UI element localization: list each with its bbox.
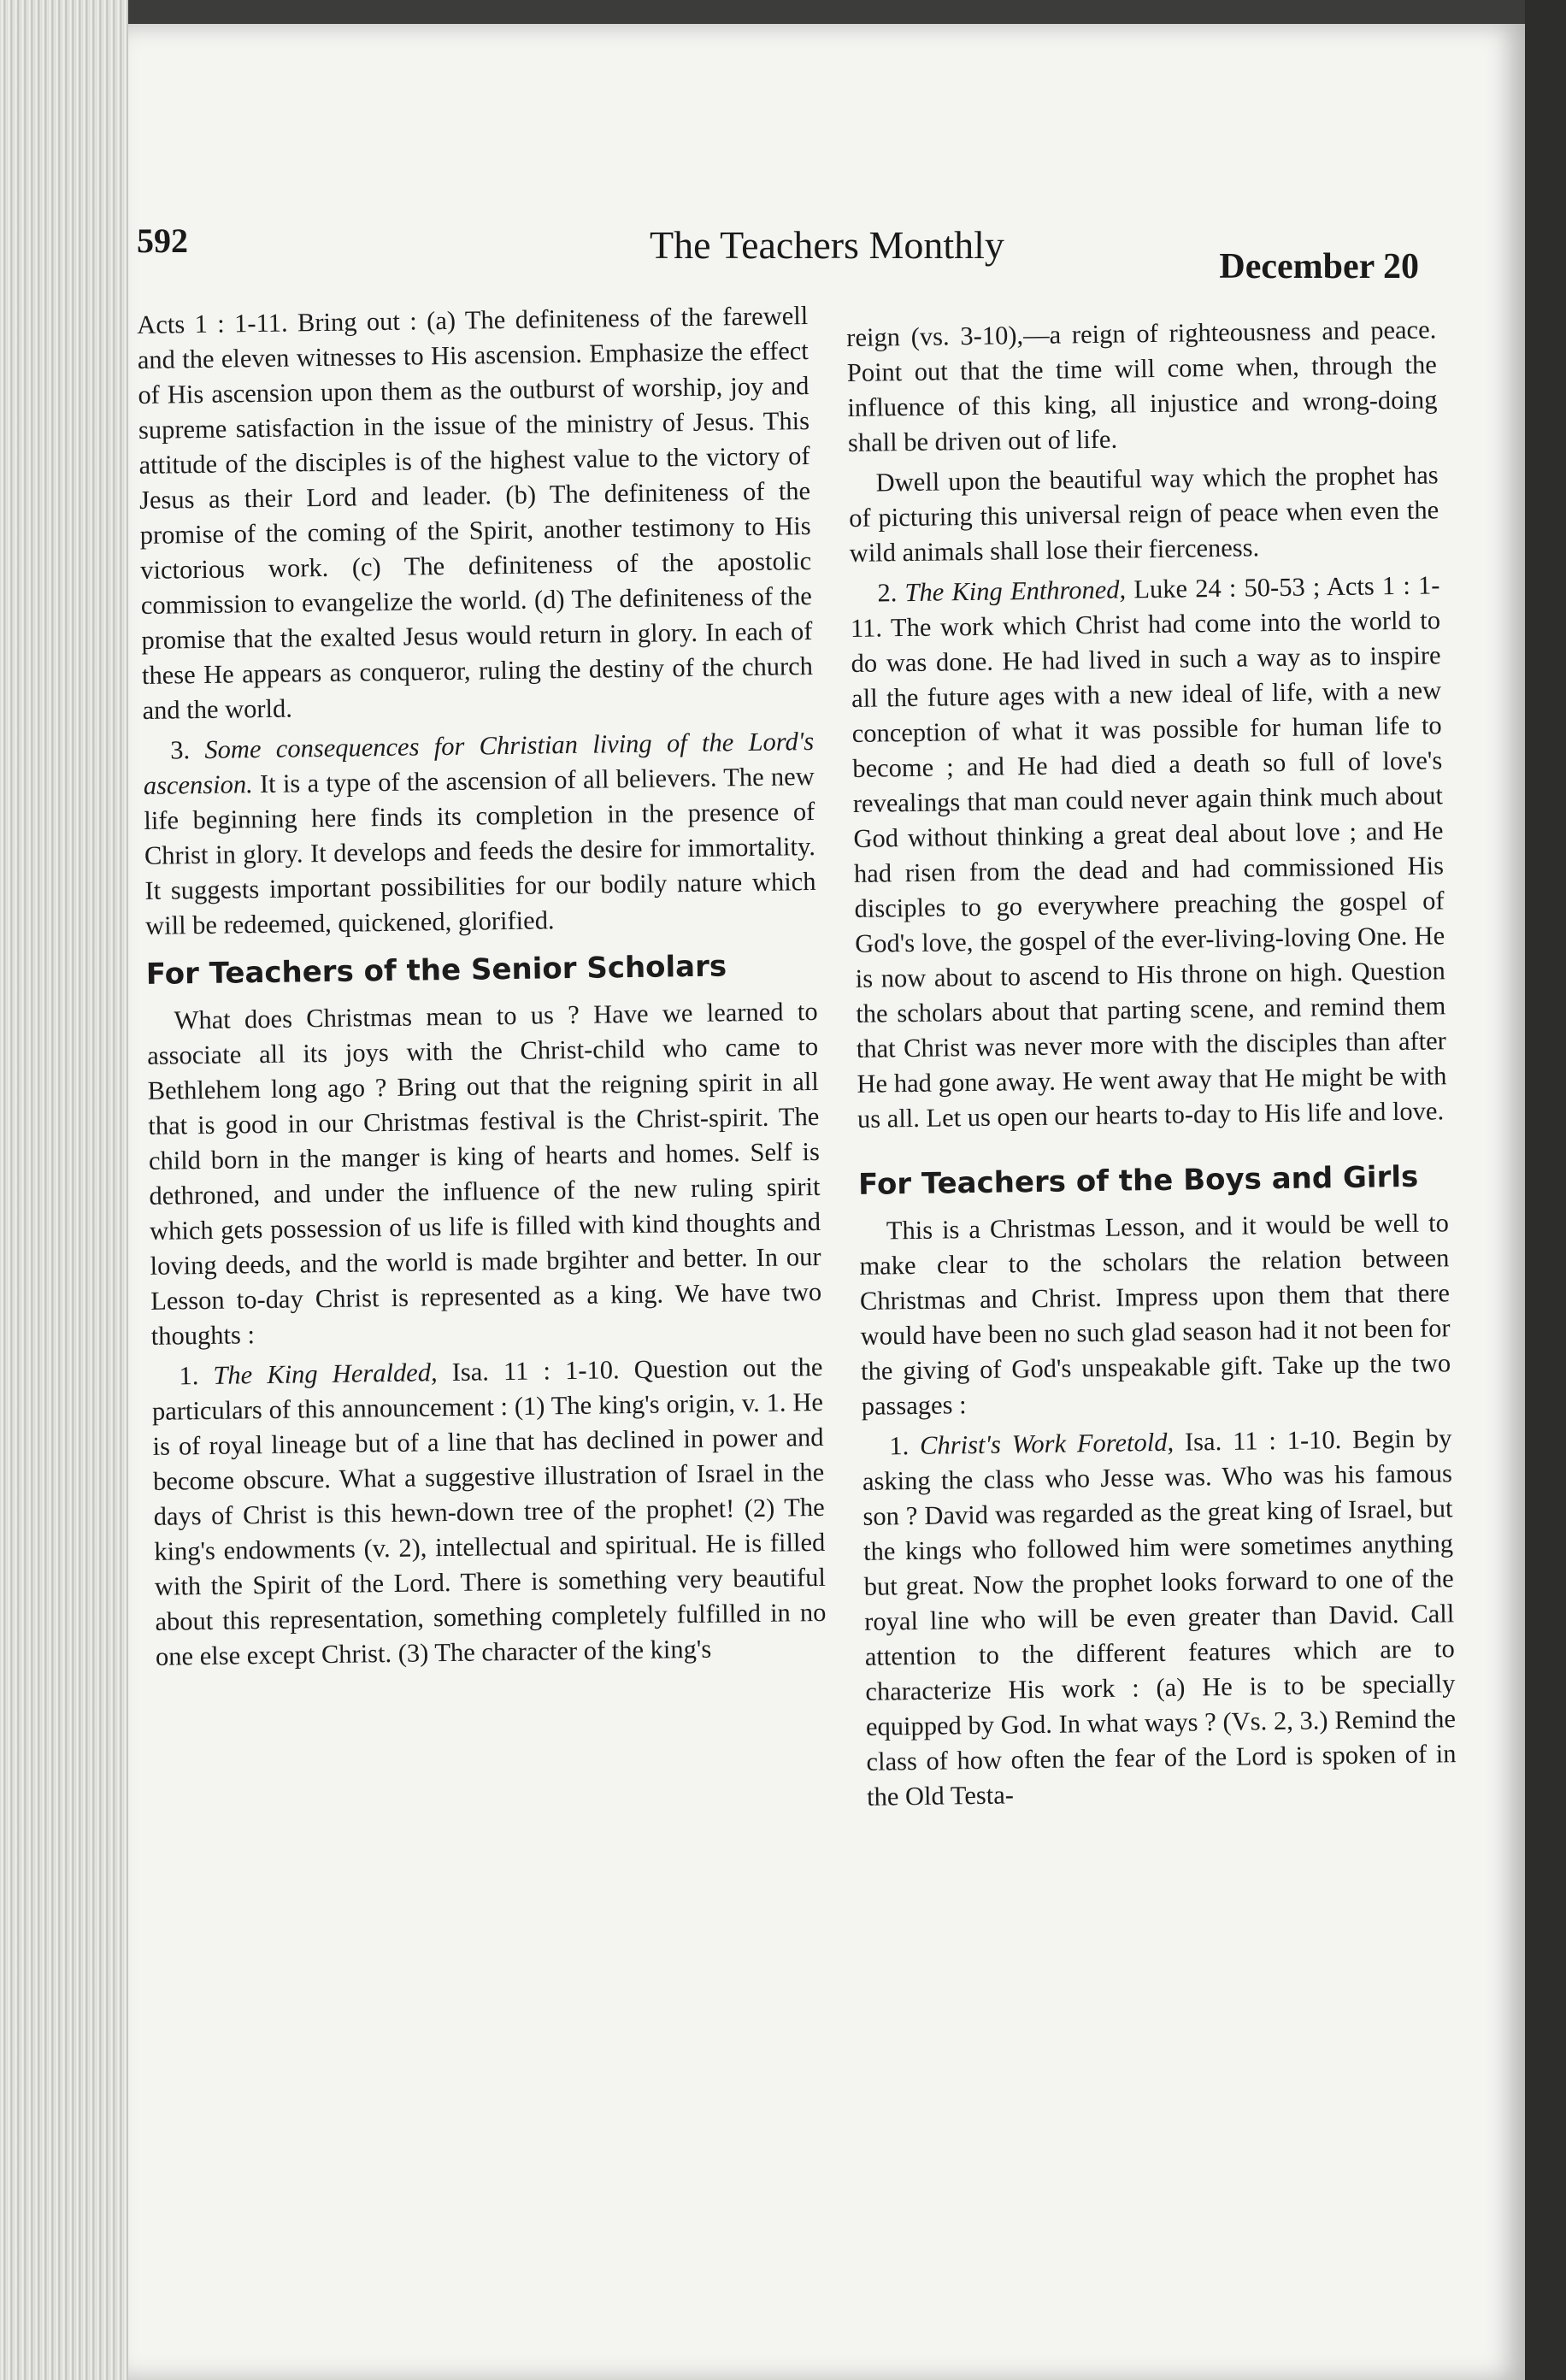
paragraph-body: Isa. 11 : 1-10. Question out the particulars of this announcement : (1) The king's origin, v. 1. He is of royal lineage but of a line that has declined in power and become obscure. What a suggestive illustration of Israel in the days of Christ is this hewn-down tree of the prophet! (2) The king's endowments (v. 2), intellectual and spiritual. He is filled with the Spirit of the Lord. There is something very beautiful about this representation, something completely fulfilled in no one else except Christ. (3) The character of the king's [151, 1352, 827, 1671]
paragraph-title: The King Heralded, [213, 1358, 438, 1390]
section-heading: For Teachers of the Boys and Girls [857, 1159, 1419, 1202]
journal-title: The Teachers Monthly [650, 223, 1004, 267]
section-heading: For Teachers of the Senior Scholars [145, 949, 727, 992]
paragraph-number: 1. [179, 1361, 199, 1391]
page-number: 592 [137, 221, 188, 260]
paragraph-body: Luke 24 : 50-53 ; Acts 1 : 1-11. The work which Christ had come into the world to do was done. He had lived in such a way as to inspire all the future ages with a new ideal of life, with a new conception of what it was possible for human life to become ; and He had died a death so full of love's revealings that man could never again think much about God without thinking a great deal about love ; and He had risen from the dead and had commissioned His disciples to go everywhere preaching the gospel of God's love, the gospel of the ever-living-loving One. He is now about to ascend to His throne on high. Question the scholars about that parting scene, and remind them that Christ was never more with the disciples than after He had gone away. He went away that He might be with us all. Let us open our hearts to-day to His life and love. [850, 570, 1447, 1134]
paragraph [151, 1350, 827, 1675]
paragraph [850, 568, 1447, 1137]
paragraph-body: It is a type of the ascension of all believers. The new life beginning here finds its completion in the presence of Christ in glory. It develops and feeds the desire for immortality. It suggests important possibilities for our bodily nature which will be redeemed, quickened, glorified. [144, 761, 816, 940]
paragraph-number: 1. [889, 1431, 910, 1461]
book-page-edges [0, 0, 128, 2380]
paragraph-title: Some consequences for Christian living of the Lord's ascension. [143, 726, 815, 800]
paragraph: What does Christmas mean to us ? Have we learned to associate all its joys with the Christ-child who came to Bethlehem long ago ? Bring out that the reigning spirit in all that is good in our Christmas festival is the Christ-spirit. The child born in the manger is king of hearts and homes. Self is dethroned, and under the influence of the new ruling spirit which gets possession of us life is filled with kind thoughts and loving deeds, and the world is made brgihter and better. In our Lesson to-day Christ is represented as a king. We have two thoughts : [146, 996, 822, 1351]
paragraph: Dwell upon the beautiful way which the prophet has of picturing this universal reign of peace when even the wild animals shall lose their fierceness. [848, 460, 1439, 568]
issue-date: December 20 [1219, 247, 1419, 286]
left-column [137, 298, 827, 1680]
paragraph-body: Isa. 11 : 1-10. Begin by asking the class who Jesse was. Who was his famous son ? David was regarded as the great king of Israel, but the kings who followed him were sometimes anything but great. Now the prophet looks forward to one of the royal line who will be even greater than David. Call attention to the different features which are to characterize His work : (a) He is to be specially equipped by God. In what ways ? (Vs. 2, 3.) Remind the class of how often the fear of the Lord is spoken of in the Old Testa- [862, 1423, 1457, 1812]
paragraph-number: 2. [877, 578, 898, 608]
scan-corner-mark: ^ [1451, 2342, 1472, 2370]
paragraph-title: The King Enthroned, [904, 574, 1127, 608]
paragraph [862, 1421, 1457, 1815]
running-head [137, 214, 1419, 291]
paragraph: Acts 1 : 1-11. Bring out : (a) The definiteness of the farewell and the eleven witnesses to His ascension. Emphasize the effect of His ascension upon them as the outburst of worship, joy and supreme satisfaction in the issue of the ministry of Jesus. This attitude of the disciples is of the highest value to the victory of Jesus as their Lord and leader. (b) The definiteness of the promise of the coming of the Spirit, another testimony to His victorious work. (c) The definiteness of the apostolic commission to evangelize the world. (d) The definiteness of the promise that the exalted Jesus would return in glory. In each of these He appears as conqueror, ruling the destiny of the church and the world. [137, 301, 814, 725]
paragraph: reign (vs. 3-10),—a reign of righteousness and peace. Point out that the time will come when, through the influence of this king, all injustice and wrong-doing shall be driven out of life. [846, 315, 1438, 457]
paragraph-number: 3. [169, 735, 191, 765]
paragraph: This is a Christmas Lesson, and it would be well to make clear to the scholars the relation between Christmas and Christ. Impress upon them that there would have been no such glad season had it not been for the giving of God's unspeakable gift. Take up the two passages : [859, 1208, 1451, 1421]
paragraph [143, 724, 816, 944]
scan-background-right [1525, 0, 1566, 2380]
right-column [846, 312, 1457, 1819]
paragraph-title: Christ's Work Foretold, [919, 1427, 1174, 1460]
